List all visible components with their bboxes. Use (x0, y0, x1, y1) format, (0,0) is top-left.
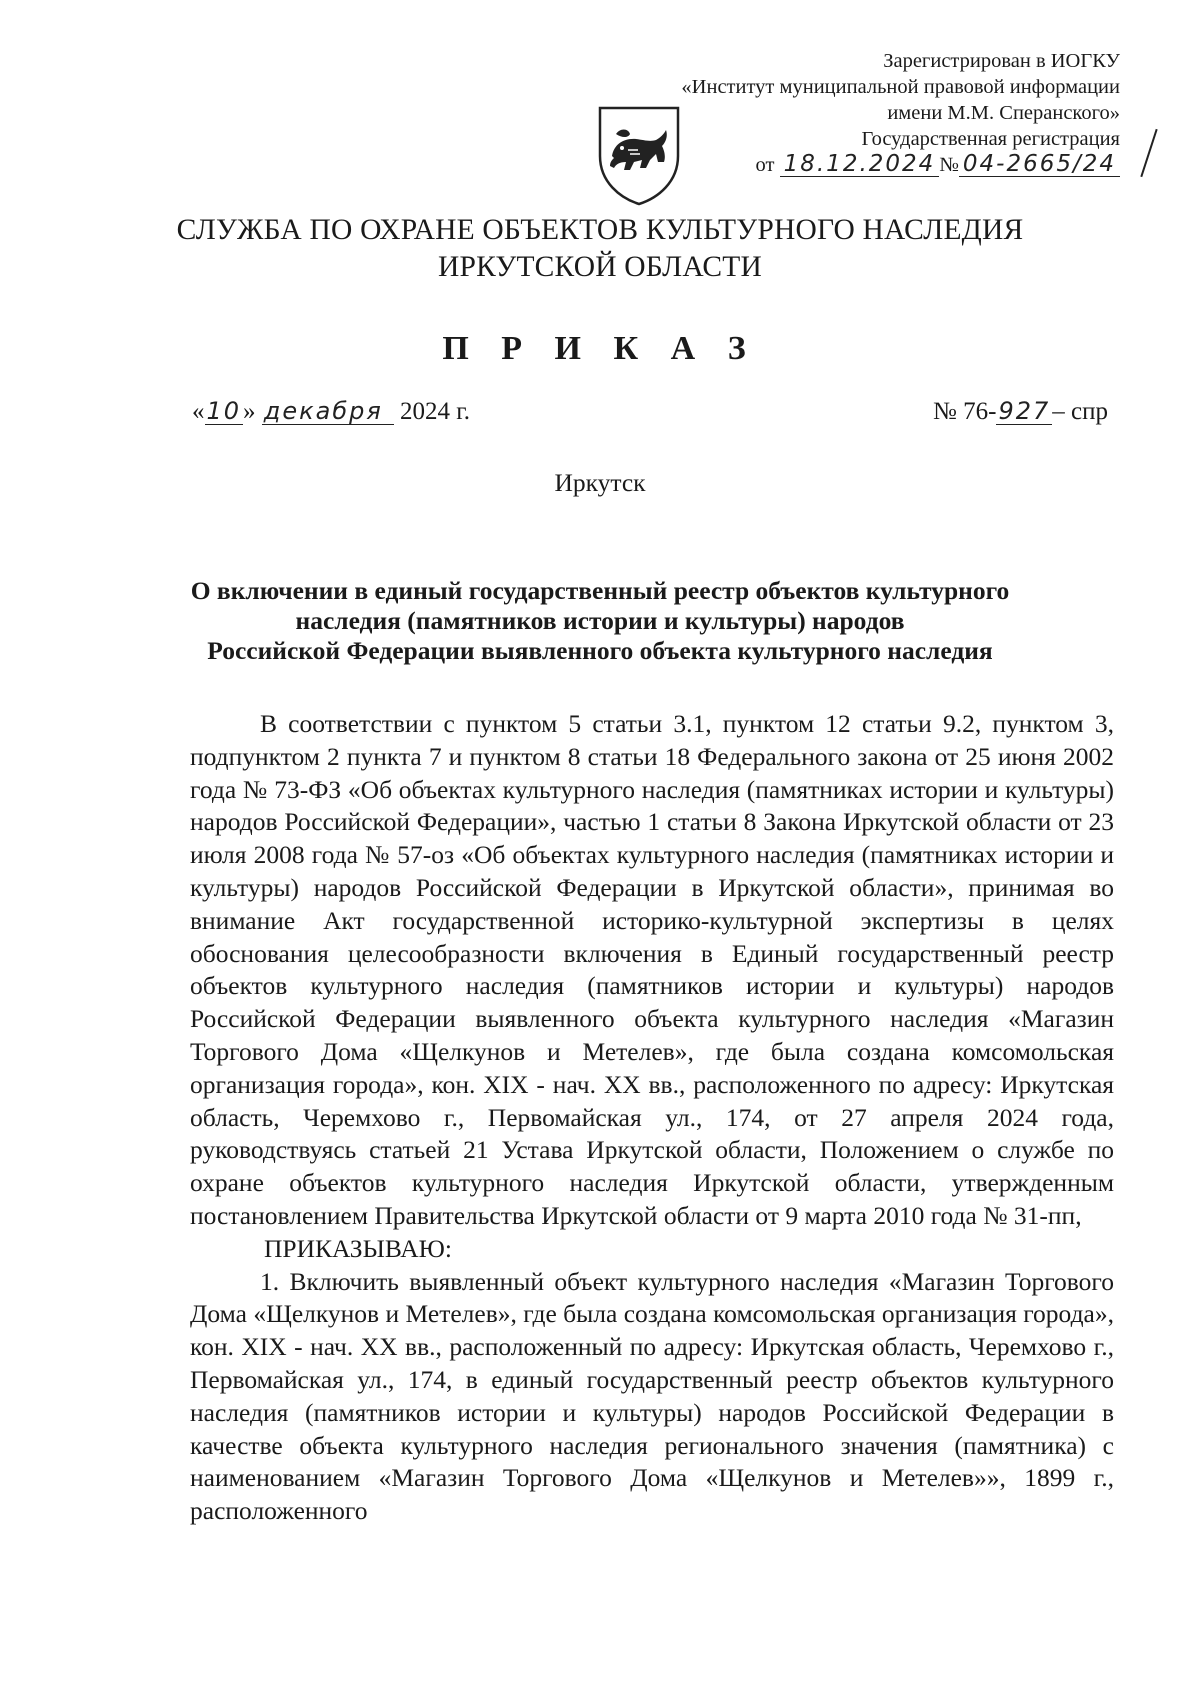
date-year: 2024 г. (400, 398, 470, 425)
registration-date: 18.12.2024 (780, 152, 940, 177)
irkutsk-coat-of-arms-icon (594, 104, 684, 206)
heading-line-3: Российской Федерации выявленного объекта культурного наследия (207, 636, 993, 665)
order-body (190, 708, 1114, 1528)
registration-line-2: «Институт муниципальной правовой информации (681, 76, 1120, 98)
order-item-1: 1. Включить выявленный объект культурного наследия «Магазин Торгового Дома «Щелкунов и Метелев», где была создана комсомольская организация города», кон. XIX - нач. XX вв., расположенный по адресу: Иркутская область, Черемхово г., Первомайская ул., 174, в единый государственный реестр объектов культурного наследия (памятников истории и культуры) народов Российской Федерации в качестве объекта культурного наследия регионального значения (памятника) с наименованием «Магазин Торгового Дома «Щелкунов и Метелев»», 1899 г., расположенного (190, 1266, 1114, 1526)
agency-name (0, 212, 1200, 286)
order-heading (0, 576, 1200, 666)
registration-number: 04-2665/24 (959, 152, 1120, 177)
heading-line-1: О включении в единый государственный реестр объектов культурного (190, 576, 1010, 605)
handwritten-stroke (1140, 129, 1157, 177)
registration-from-label: от (755, 154, 775, 176)
preamble-paragraph: В соответствии с пунктом 5 статьи 3.1, пунктом 12 статьи 9.2, пунктом 3, подпунктом 2 пункта 7 и пунктом 8 статьи 18 Федерального закона от 25 июня 2002 года № 73-ФЗ «Об объектах культурного наследия (памятниках истории и культуры) народов Российской Федерации», частью 1 статьи 8 Закона Иркутской области от 23 июля 2008 года № 57-оз «Об объектах культурного наследия (памятниках истории и культуры) народов Российской Федерации в Иркутской области», принимая во внимание Акт государственной историко-культурной экспертизы в целях обоснования целесообразности включения в Единый государственный реестр объектов культурного наследия (памятников истории и культуры) народов Российской Федерации выявленного объекта культурного наследия «Магазин Торгового Дома «Щелкунов и Метелев», где была создана комсомольская организация города», кон. XIX - нач. XX вв., расположенного по адресу: Иркутская область, Черемхово г., Первомайская ул., 174, от 27 апреля 2024 года, руководствуясь статьей 21 Устава Иркутской области, Положением о службе по охране объектов культурного наследия Иркутской области, утвержденным постановлением Правительства Иркутской области от 9 марта 2010 года № 31-пп, (190, 709, 1114, 1230)
document-type-title: П Р И К А З (442, 330, 758, 367)
registration-line-4: Государственная регистрация (861, 128, 1120, 150)
order-number-handwritten: 927 (998, 397, 1051, 425)
order-number (933, 398, 1108, 426)
order-number-prefix: № 76- (933, 398, 997, 425)
date-open-quote: « (192, 398, 205, 425)
date-day: 10 (206, 397, 242, 425)
registration-line-1: Зарегистрирован в ИОГКУ (883, 50, 1120, 72)
registration-line-3: имени М.М. Сперанского» (887, 102, 1120, 124)
order-word: ПРИКАЗЫВАЮ: (264, 1233, 452, 1263)
heading-line-2: наследия (памятников истории и культуры) народов (295, 606, 905, 635)
order-number-suffix: – спр (1052, 398, 1108, 425)
agency-name-line-2: ИРКУТСКОЙ ОБЛАСТИ (437, 251, 763, 283)
agency-name-line-1: СЛУЖБА ПО ОХРАНЕ ОБЪЕКТОВ КУЛЬТУРНОГО НАСЛЕДИЯ (176, 214, 1024, 246)
date-close-quote: » (243, 398, 256, 425)
order-date (192, 398, 470, 426)
date-month: декабря (262, 398, 394, 425)
city: Иркутск (554, 468, 646, 497)
registration-number-label: № (939, 154, 959, 176)
